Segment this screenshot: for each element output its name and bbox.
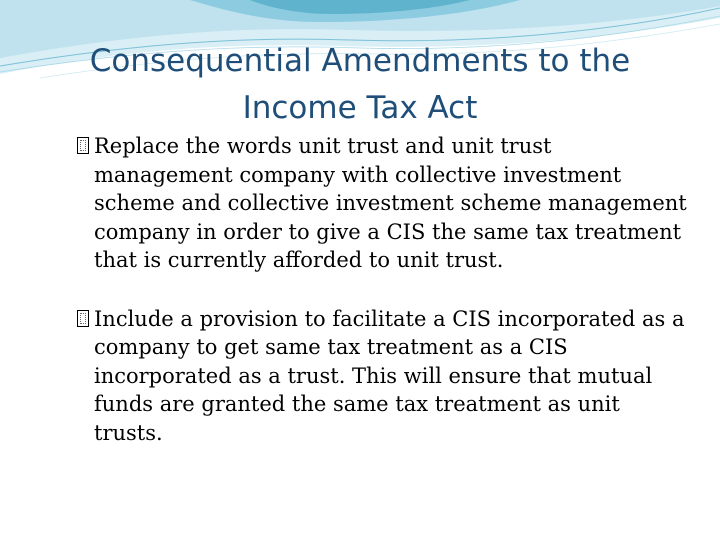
bullet-item bbox=[77, 305, 687, 448]
missing-glyph-box-icon bbox=[77, 137, 89, 154]
bullet-item bbox=[77, 132, 687, 275]
missing-glyph-box-icon bbox=[77, 310, 89, 327]
slide-title: Consequential Amendments to the Income Tax Act bbox=[89, 43, 631, 126]
bullet-text: Replace the words unit trust and unit trust management company with collective investment scheme and collective investment scheme management company in order to give a CIS the same tax treatment that is currently afforded to unit trust. bbox=[94, 134, 687, 272]
bullet-list bbox=[77, 132, 687, 477]
bullet-text: Include a provision to facilitate a CIS incorporated as a company to get same tax treatment as a CIS incorporated as a trust. This will ensure that mutual funds are granted the same tax treatment as unit trusts. bbox=[94, 306, 685, 445]
